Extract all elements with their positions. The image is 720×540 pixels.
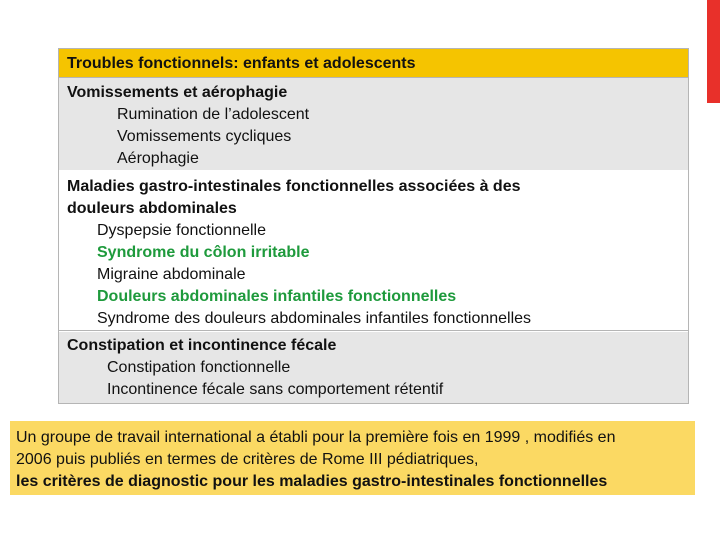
table-header (59, 49, 688, 78)
note-box (10, 421, 695, 495)
note-line-emphasis: les critères de diagnostic pour les maladies gastro-intestinales fonctionnelles (16, 473, 608, 490)
section-abdominal-pain (59, 176, 688, 331)
list-item-highlighted: Douleurs abdominales infantiles fonctionnelles (97, 288, 457, 305)
list-item: Syndrome des douleurs abdominales infantiles fonctionnelles (97, 310, 532, 327)
list-item: Vomissements cycliques (117, 128, 292, 145)
list-item: Aérophagie (117, 150, 199, 167)
section-vomiting (59, 78, 688, 173)
section-constipation (59, 332, 688, 403)
note-line: 2006 puis publiés en termes de critères de Rome III pédiatriques, (16, 451, 479, 468)
section-title: Vomissements et aérophagie (67, 84, 288, 101)
list-item: Constipation fonctionnelle (107, 359, 291, 376)
list-item: Migraine abdominale (97, 266, 246, 283)
section-title-continued: douleurs abdominales (67, 200, 237, 217)
classification-table (58, 48, 689, 404)
list-item: Incontinence fécale sans comportement rétentif (107, 381, 444, 398)
section-title: Constipation et incontinence fécale (67, 337, 337, 354)
list-item: Dyspepsie fonctionnelle (97, 222, 266, 239)
list-item-highlighted: Syndrome du côlon irritable (97, 244, 310, 261)
note-line: Un groupe de travail international a établi pour la première fois en 1999 , modifiés en (16, 429, 616, 446)
list-item: Rumination de l’adolescent (117, 106, 310, 123)
accent-bar (707, 0, 720, 103)
section-title: Maladies gastro-intestinales fonctionnelles associées à des (67, 178, 521, 195)
table-title: Troubles fonctionnels: enfants et adolescents (67, 55, 416, 72)
